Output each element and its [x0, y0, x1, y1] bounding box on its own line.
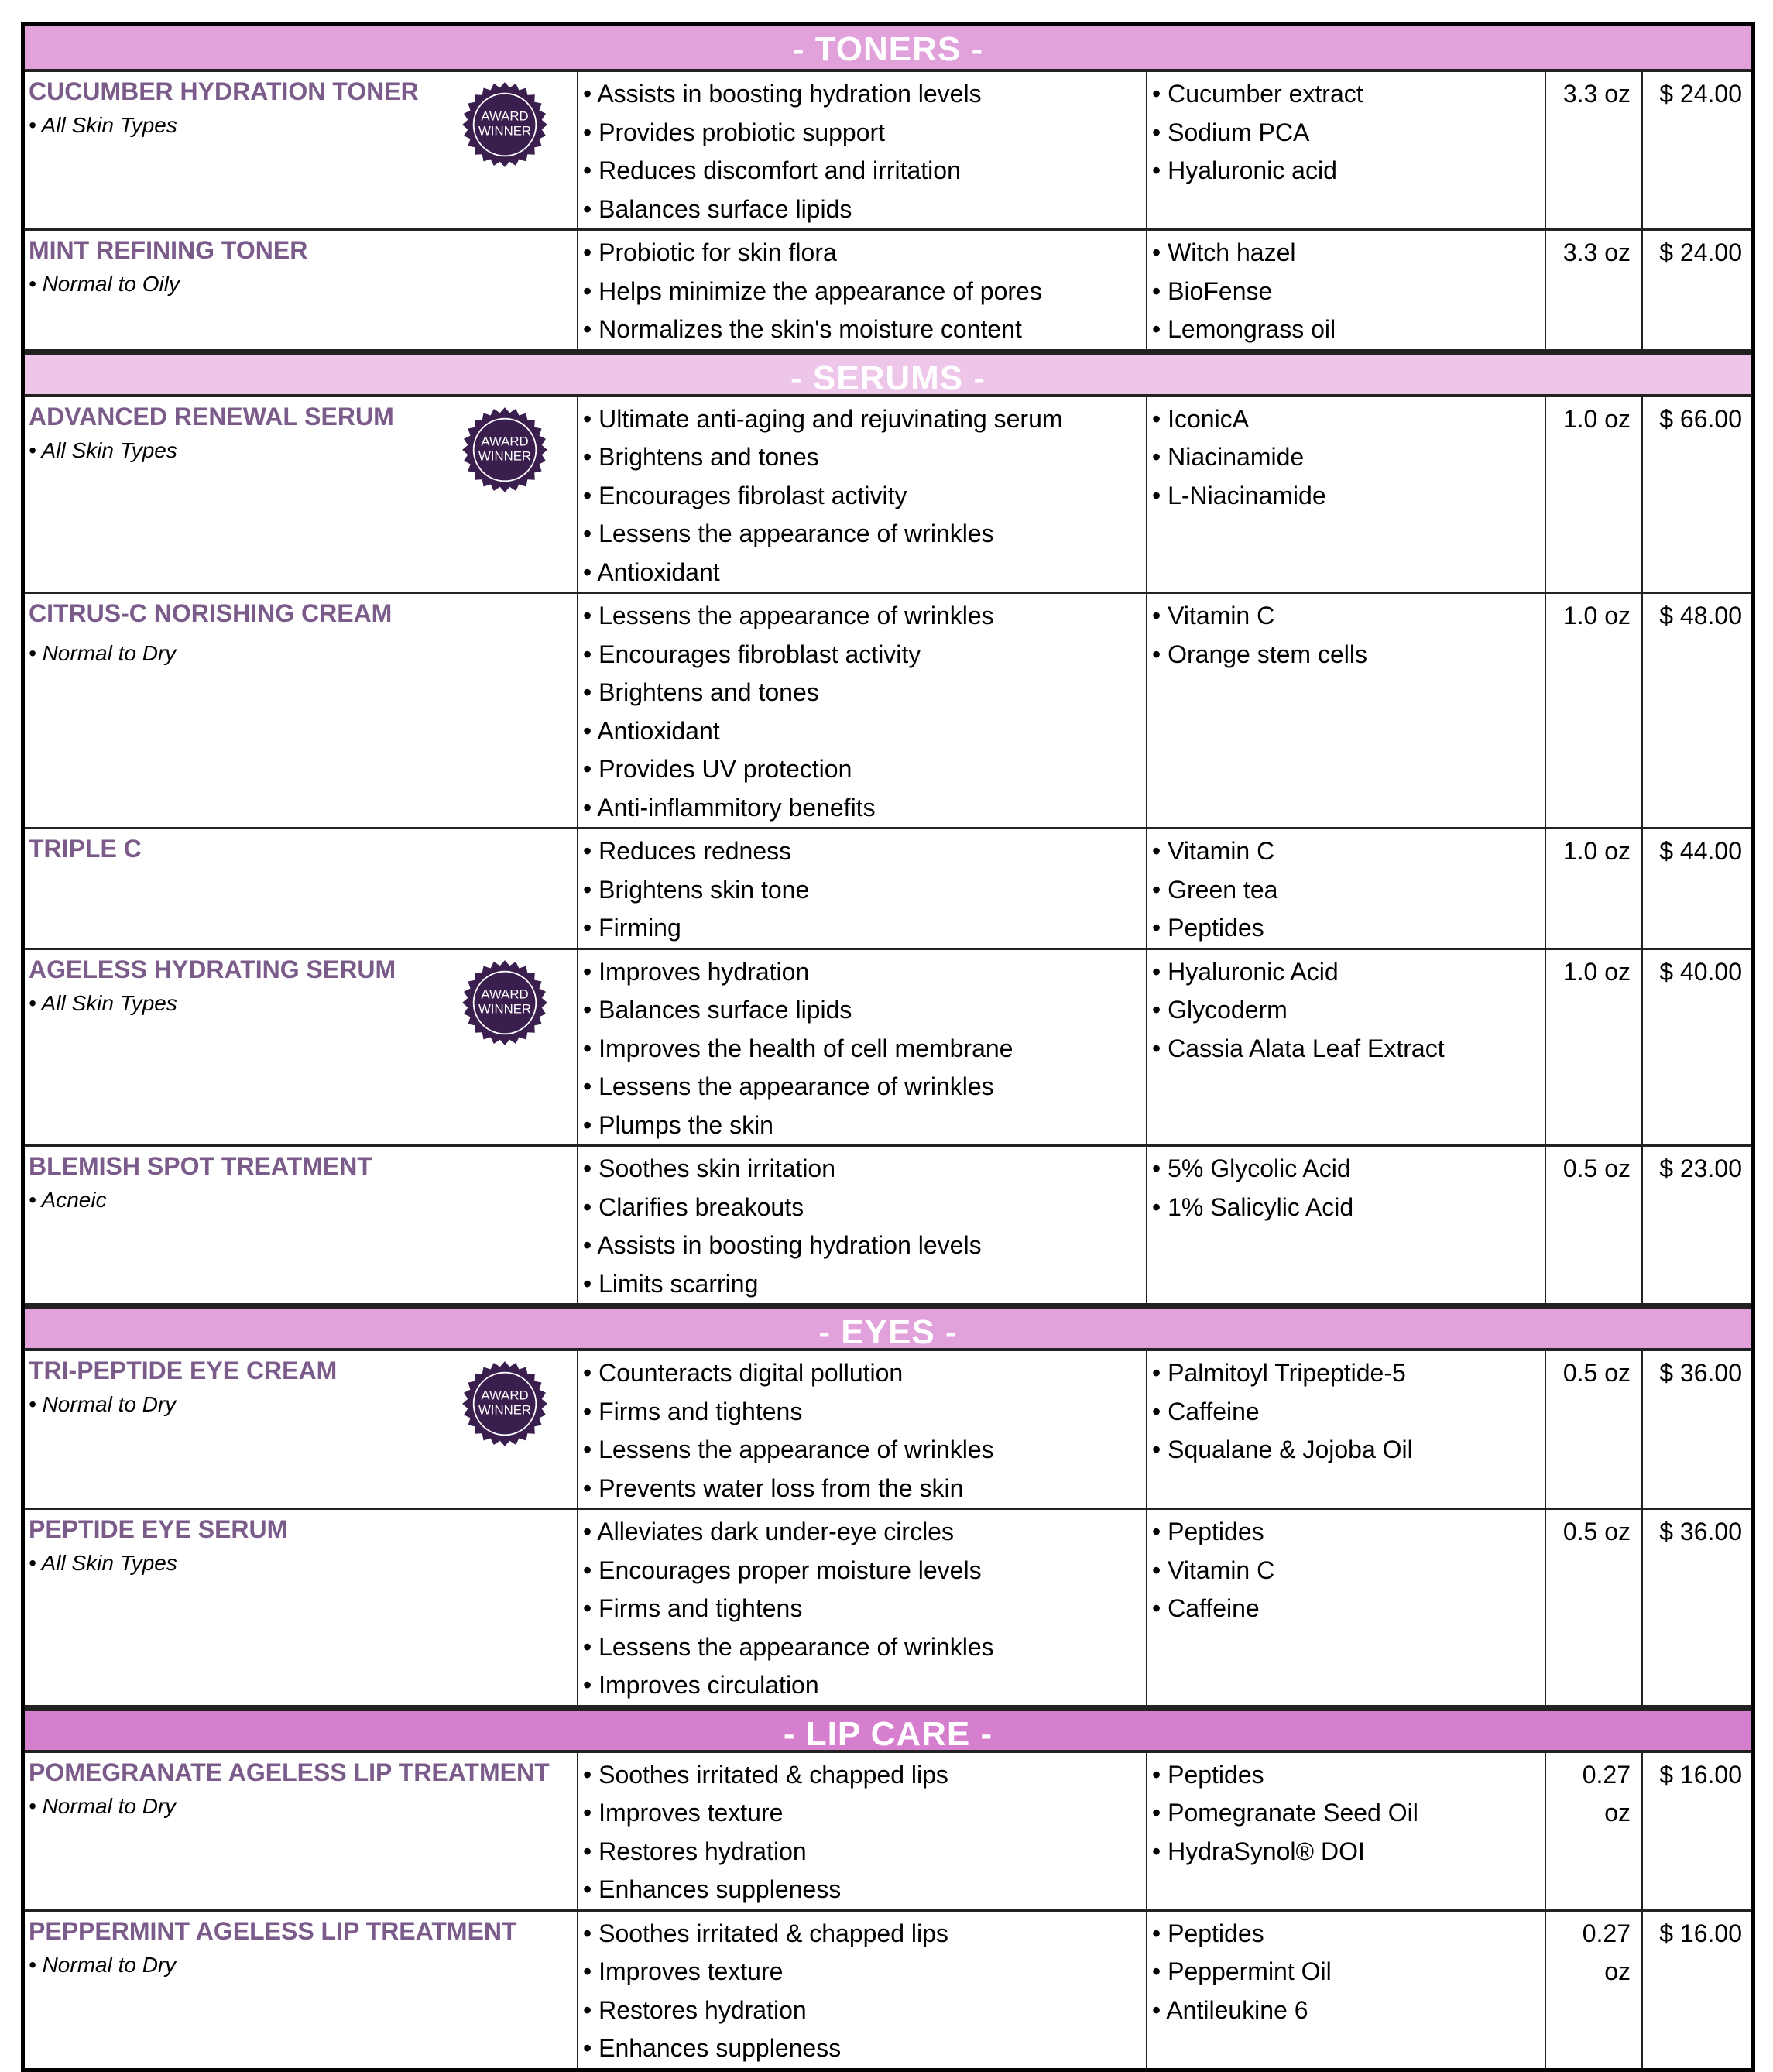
- benefits-cell: [578, 231, 1147, 349]
- benefit-item: • Provides UV protection: [583, 755, 852, 783]
- benefit-item: • Plumps the skin: [583, 1110, 773, 1139]
- ingredient-item: • Peptides: [1152, 1518, 1264, 1545]
- price-cell: $ 66.00: [1659, 404, 1742, 433]
- ingredient-item: • L-Niacinamide: [1152, 481, 1326, 509]
- benefit-item: • Assists in boosting hydration levels: [583, 1231, 982, 1259]
- skin-type: • All Skin Types: [29, 990, 177, 1015]
- benefits-cell: [578, 1510, 1147, 1705]
- benefit-item: • Lessens the appearance of wrinkles: [583, 1632, 994, 1661]
- ingredient-item: • Peppermint Oil: [1152, 1957, 1332, 1985]
- product-name-cell: [25, 1147, 578, 1303]
- product-name-cell: [25, 1753, 578, 1909]
- ingredient-item: • HydraSynol® DOI: [1152, 1837, 1365, 1865]
- product-name-cell: [25, 594, 578, 827]
- product-name-cell: [25, 397, 578, 592]
- benefit-item: • Provides probiotic support: [583, 118, 886, 146]
- benefits-cell: [578, 1753, 1147, 1909]
- skin-type: • All Skin Types: [29, 437, 177, 462]
- price-cell: $ 24.00: [1659, 80, 1742, 108]
- benefit-item: • Reduces redness: [583, 837, 792, 865]
- product-name: CITRUS-C NORISHING CREAM: [29, 599, 393, 627]
- product-name-cell: [25, 231, 578, 349]
- benefit-item: • Restores hydration: [583, 1837, 807, 1865]
- ingredient-item: • Antileukine 6: [1152, 1995, 1308, 2024]
- svg-text:WINNER: WINNER: [478, 1000, 532, 1016]
- product-row: [25, 1147, 1751, 1305]
- benefits-cell: [578, 950, 1147, 1145]
- size-cell: 0.5 oz: [1546, 1351, 1643, 1508]
- section-header: - TONERS -: [25, 26, 1751, 72]
- ingredient-item: • Cassia Alata Leaf Extract: [1152, 1034, 1445, 1062]
- ingredient-item: • Caffeine: [1152, 1397, 1260, 1425]
- product-row: [25, 594, 1751, 829]
- benefit-item: • Improves texture: [583, 1799, 784, 1827]
- benefit-item: • Lessens the appearance of wrinkles: [583, 1072, 994, 1100]
- product-name: CUCUMBER HYDRATION TONER: [29, 77, 419, 105]
- size-cell: 1.0 oz: [1546, 950, 1643, 1145]
- skin-type: • Normal to Dry: [29, 641, 177, 665]
- product-name: TRI-PEPTIDE EYE CREAM: [29, 1357, 338, 1384]
- benefit-item: • Firms and tightens: [583, 1594, 803, 1622]
- section-header: - LIP CARE -: [25, 1707, 1751, 1753]
- skin-type: • Normal to Dry: [29, 1793, 177, 1818]
- ingredient-item: • Niacinamide: [1152, 443, 1305, 471]
- product-name: BLEMISH SPOT TREATMENT: [29, 1152, 372, 1180]
- product-row: [25, 397, 1751, 595]
- size-cell: 0.5 oz: [1546, 1147, 1643, 1303]
- product-name: PEPTIDE EYE SERUM: [29, 1515, 288, 1543]
- benefit-item: • Firms and tightens: [583, 1397, 803, 1425]
- benefit-item: • Prevents water loss from the skin: [583, 1473, 964, 1502]
- ingredients-cell: [1147, 72, 1546, 228]
- benefit-item: • Encourages proper moisture levels: [583, 1556, 982, 1584]
- ingredient-item: • Sodium PCA: [1152, 118, 1310, 146]
- product-price-table: [21, 22, 1755, 2072]
- product-name: ADVANCED RENEWAL SERUM: [29, 402, 394, 431]
- ingredient-item: • 1% Salicylic Acid: [1152, 1192, 1354, 1221]
- ingredient-item: • 5% Glycolic Acid: [1152, 1154, 1351, 1182]
- price-cell: $ 24.00: [1659, 238, 1742, 266]
- svg-text:WINNER: WINNER: [478, 123, 532, 139]
- product-name: PEPPERMINT AGELESS LIP TREATMENT: [29, 1916, 517, 1945]
- skin-type: • Normal to Oily: [29, 272, 180, 296]
- ingredients-cell: [1147, 1351, 1546, 1508]
- ingredients-cell: [1147, 1753, 1546, 1909]
- product-name: POMEGRANATE AGELESS LIP TREATMENT: [29, 1758, 550, 1786]
- size-cell: 1.0 oz: [1546, 829, 1643, 948]
- benefit-item: • Encourages fibrolast activity: [583, 481, 907, 509]
- svg-text:WINNER: WINNER: [478, 1402, 532, 1418]
- benefit-item: • Lessens the appearance of wrinkles: [583, 602, 994, 629]
- benefits-cell: [578, 1912, 1147, 2068]
- benefit-item: • Firming: [583, 914, 681, 942]
- benefits-cell: [578, 1351, 1147, 1508]
- ingredient-item: • Vitamin C: [1152, 1556, 1275, 1584]
- ingredient-item: • Cucumber extract: [1152, 80, 1363, 108]
- ingredients-cell: [1147, 950, 1546, 1145]
- benefit-item: • Improves circulation: [583, 1671, 819, 1699]
- ingredient-item: • Peptides: [1152, 1760, 1264, 1789]
- benefit-item: • Enhances suppleness: [583, 1875, 842, 1903]
- benefit-item: • Improves texture: [583, 1957, 784, 1985]
- size-cell: 1.0 oz: [1546, 397, 1643, 592]
- benefit-item: • Balances surface lipids: [583, 996, 852, 1024]
- skin-type: • Acneic: [29, 1188, 107, 1212]
- ingredient-item: • Peptides: [1152, 914, 1264, 942]
- benefits-cell: [578, 829, 1147, 948]
- ingredient-item: • Hyaluronic acid: [1152, 156, 1337, 184]
- benefit-item: • Assists in boosting hydration levels: [583, 80, 982, 108]
- product-row: [25, 1510, 1751, 1707]
- benefit-item: • Lessens the appearance of wrinkles: [583, 1436, 994, 1463]
- product-name: MINT REFINING TONER: [29, 236, 308, 264]
- product-name: AGELESS HYDRATING SERUM: [29, 955, 396, 983]
- skin-type: • All Skin Types: [29, 113, 177, 137]
- ingredients-cell: [1147, 1510, 1546, 1705]
- ingredient-item: • IconicA: [1152, 404, 1250, 433]
- benefits-cell: [578, 1147, 1147, 1303]
- ingredients-cell: [1147, 1147, 1546, 1303]
- ingredient-item: • Vitamin C: [1152, 837, 1275, 865]
- benefit-item: • Ultimate anti-aging and rejuvinating serum: [583, 404, 1063, 433]
- svg-text:AWARD: AWARD: [481, 433, 529, 448]
- ingredient-item: • Squalane & Jojoba Oil: [1152, 1436, 1413, 1463]
- size-cell: 0.27 oz: [1546, 1912, 1643, 2068]
- benefit-item: • Alleviates dark under-eye circles: [583, 1518, 954, 1545]
- product-row: [25, 1912, 1751, 2068]
- ingredients-cell: [1147, 829, 1546, 948]
- product-row: [25, 231, 1751, 352]
- product-row: [25, 950, 1751, 1147]
- ingredient-item: • Orange stem cells: [1152, 640, 1367, 668]
- benefit-item: • Encourages fibroblast activity: [583, 640, 921, 668]
- ingredients-cell: [1147, 1912, 1546, 2068]
- benefit-item: • Enhances suppleness: [583, 2034, 842, 2062]
- benefit-item: • Balances surface lipids: [583, 194, 852, 223]
- benefits-cell: [578, 397, 1147, 592]
- benefit-item: • Improves hydration: [583, 957, 810, 986]
- benefit-item: • Brightens and tones: [583, 678, 819, 706]
- ingredient-item: • Glycoderm: [1152, 996, 1288, 1024]
- section-header: - EYES -: [25, 1305, 1751, 1351]
- svg-text:AWARD: AWARD: [481, 986, 529, 1001]
- benefit-item: • Helps minimize the appearance of pores: [583, 276, 1042, 305]
- size-cell: 0.5 oz: [1546, 1510, 1643, 1705]
- benefit-item: • Brightens and tones: [583, 443, 819, 471]
- benefit-item: • Counteracts digital pollution: [583, 1359, 904, 1387]
- award-winner-badge-icon: [461, 1360, 548, 1447]
- ingredient-item: • Vitamin C: [1152, 602, 1275, 629]
- award-winner-badge-icon: [461, 959, 548, 1046]
- benefit-item: • Normalizes the skin's moisture content: [583, 315, 1022, 343]
- product-name-cell: [25, 829, 578, 948]
- award-winner-badge-icon: [461, 81, 548, 168]
- ingredient-item: • Pomegranate Seed Oil: [1152, 1799, 1418, 1827]
- size-cell: 3.3 oz: [1546, 231, 1643, 349]
- ingredients-cell: [1147, 397, 1546, 592]
- benefits-cell: [578, 72, 1147, 228]
- benefit-item: • Reduces discomfort and irritation: [583, 156, 961, 184]
- ingredient-item: • Caffeine: [1152, 1594, 1260, 1622]
- product-name-cell: [25, 950, 578, 1145]
- benefit-item: • Improves the health of cell membrane: [583, 1034, 1013, 1062]
- price-cell: $ 36.00: [1659, 1518, 1742, 1545]
- product-name-cell: [25, 1510, 578, 1705]
- product-name-cell: [25, 72, 578, 228]
- benefit-item: • Antioxidant: [583, 716, 720, 745]
- benefit-item: • Lessens the appearance of wrinkles: [583, 520, 994, 547]
- svg-text:AWARD: AWARD: [481, 1388, 529, 1403]
- benefit-item: • Clarifies breakouts: [583, 1192, 804, 1221]
- benefit-item: • Antioxidant: [583, 557, 720, 586]
- section-header: - SERUMS -: [25, 352, 1751, 397]
- skin-type: • Normal to Dry: [29, 1952, 177, 1977]
- skin-type: • All Skin Types: [29, 1551, 177, 1575]
- benefit-item: • Soothes skin irritation: [583, 1154, 836, 1182]
- size-cell: 0.27 oz: [1546, 1753, 1643, 1909]
- price-cell: $ 16.00: [1659, 1919, 1742, 1947]
- benefit-item: • Soothes irritated & chapped lips: [583, 1760, 948, 1789]
- ingredient-item: • Green tea: [1152, 875, 1278, 904]
- benefits-cell: [578, 594, 1147, 827]
- ingredient-item: • BioFense: [1152, 276, 1273, 305]
- product-row: [25, 72, 1751, 231]
- product-row: [25, 829, 1751, 950]
- ingredients-cell: [1147, 231, 1546, 349]
- benefit-item: • Limits scarring: [583, 1269, 759, 1298]
- benefit-item: • Brightens skin tone: [583, 875, 810, 904]
- award-winner-badge-icon: [461, 407, 548, 493]
- skin-type: • Normal to Dry: [29, 1392, 177, 1416]
- ingredient-item: • Palmitoyl Tripeptide-5: [1152, 1359, 1406, 1387]
- benefit-item: • Anti-inflammitory benefits: [583, 793, 876, 822]
- benefit-item: • Restores hydration: [583, 1995, 807, 2024]
- price-cell: $ 23.00: [1659, 1154, 1742, 1182]
- price-cell: $ 36.00: [1659, 1359, 1742, 1387]
- size-cell: 3.3 oz: [1546, 72, 1643, 228]
- benefit-item: • Probiotic for skin flora: [583, 238, 837, 266]
- ingredient-item: • Lemongrass oil: [1152, 315, 1336, 343]
- product-name-cell: [25, 1351, 578, 1508]
- product-row: [25, 1351, 1751, 1510]
- ingredient-item: • Witch hazel: [1152, 238, 1296, 266]
- svg-text:WINNER: WINNER: [478, 448, 532, 463]
- price-cell: $ 16.00: [1659, 1760, 1742, 1789]
- product-row: [25, 1753, 1751, 1912]
- ingredients-cell: [1147, 594, 1546, 827]
- svg-text:AWARD: AWARD: [481, 108, 529, 124]
- price-cell: $ 40.00: [1659, 957, 1742, 986]
- benefit-item: • Soothes irritated & chapped lips: [583, 1919, 948, 1947]
- ingredient-item: • Hyaluronic Acid: [1152, 957, 1339, 986]
- price-cell: $ 48.00: [1659, 602, 1742, 629]
- product-name-cell: [25, 1912, 578, 2068]
- size-cell: 1.0 oz: [1546, 594, 1643, 827]
- ingredient-item: • Peptides: [1152, 1919, 1264, 1947]
- price-cell: $ 44.00: [1659, 837, 1742, 865]
- product-name: TRIPLE C: [29, 835, 142, 863]
